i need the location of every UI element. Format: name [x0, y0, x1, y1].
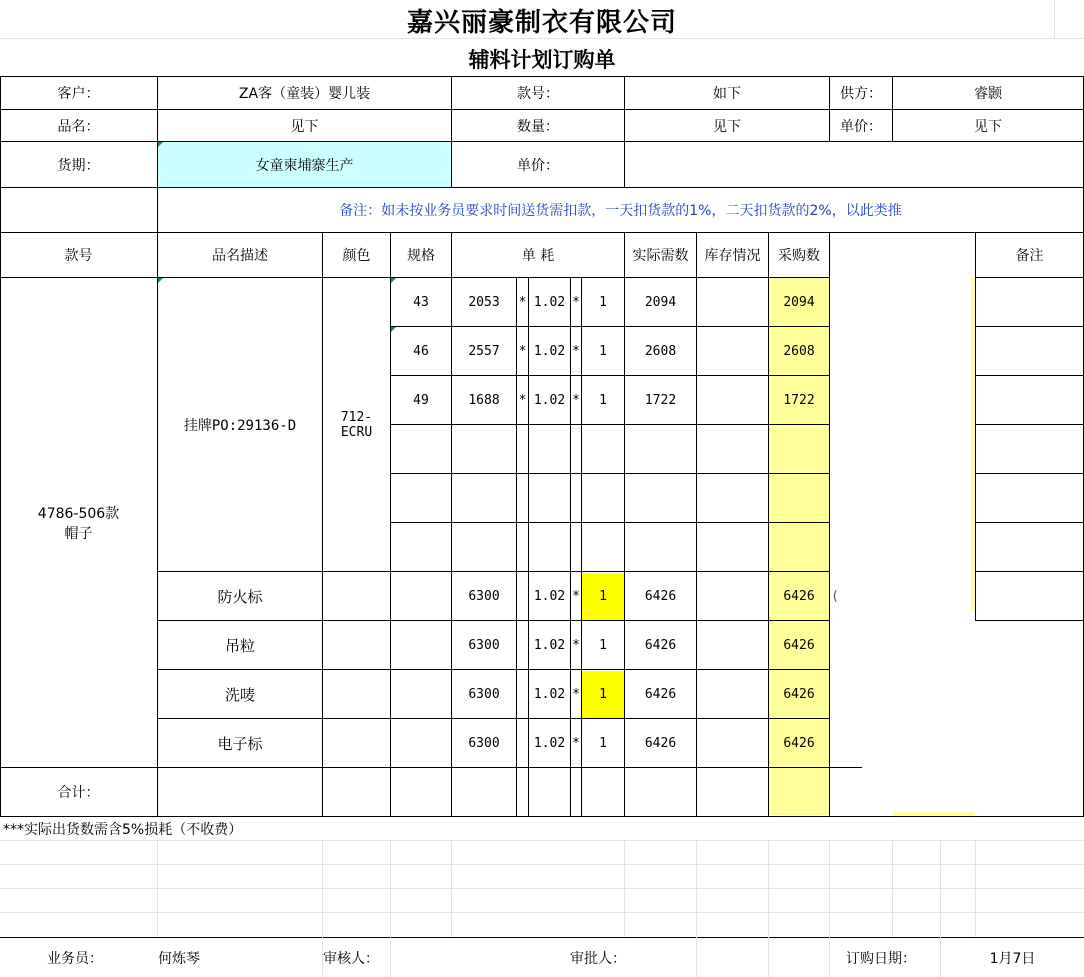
factor-cell[interactable]: 1.02 [533, 686, 566, 702]
overflow-glyph: ( [831, 588, 839, 604]
header-description: 品名描述 [212, 248, 268, 264]
actual-need-cell[interactable]: 6426 [644, 735, 677, 751]
operator-times: * [518, 343, 527, 359]
actual-need-cell[interactable]: 2094 [644, 294, 677, 310]
header-stock: 库存情况 [704, 248, 761, 264]
product-label: 品名： [57, 118, 100, 135]
header-consumption: 单 耗 [521, 248, 555, 264]
base-qty-cell[interactable]: 2053 [468, 294, 500, 310]
supplier-label: 供方： [840, 86, 882, 102]
spec-cell[interactable]: 46 [413, 343, 429, 359]
operator-times: * [518, 294, 527, 310]
operator-times: * [518, 392, 527, 408]
operator-times: * [572, 343, 580, 359]
purchase-qty-cell[interactable]: 1722 [783, 392, 815, 408]
price2-value[interactable] [625, 142, 1083, 187]
style-name-text: 帽子 [64, 525, 93, 542]
actual-need-cell[interactable]: 1722 [644, 392, 677, 408]
price2-label: 单价： [517, 157, 559, 174]
item-description[interactable]: 洗唛 [224, 685, 255, 704]
total-label: 合计： [57, 785, 100, 801]
base-qty-cell[interactable]: 6300 [468, 686, 500, 702]
color-line-2: ECRU [340, 424, 373, 440]
operator-times: * [572, 735, 580, 751]
item-description[interactable]: 电子标 [217, 734, 263, 753]
header-purchase: 采购数 [778, 248, 820, 264]
customer-label: 客户： [57, 86, 100, 102]
purchase-qty-cell[interactable]: 6426 [783, 637, 815, 653]
operator-times: * [572, 588, 580, 604]
header-actual-need: 实际需数 [632, 248, 689, 264]
base-qty-cell[interactable]: 6300 [468, 588, 500, 604]
order-date-value[interactable]: 1月7日 [989, 950, 1036, 967]
base-qty-cell[interactable]: 6300 [468, 735, 500, 751]
document-title: 辅料计划订购单 [468, 48, 616, 72]
operator-times: * [572, 686, 580, 702]
spec-cell[interactable]: 43 [413, 294, 429, 310]
price-label: 单价： [840, 118, 882, 135]
quantity-value[interactable]: 见下 [713, 118, 741, 135]
multiplier-cell[interactable]: 1 [599, 735, 607, 751]
operator-times: * [572, 294, 580, 310]
multiplier-cell[interactable]: 1 [599, 294, 607, 310]
base-qty-cell[interactable]: 6300 [468, 637, 500, 653]
supplier-value[interactable]: 睿颢 [974, 86, 1002, 102]
base-qty-cell[interactable]: 1688 [468, 392, 500, 408]
tag-description[interactable]: 挂牌PO:29136-D [183, 417, 297, 434]
factor-cell[interactable]: 1.02 [533, 735, 566, 751]
header-spec: 规格 [407, 248, 435, 264]
purchase-qty-cell[interactable]: 2608 [783, 343, 815, 359]
purchase-qty-cell[interactable]: 6426 [783, 588, 815, 604]
factor-cell[interactable]: 1.02 [533, 588, 566, 604]
factor-cell[interactable]: 1.02 [533, 343, 566, 359]
style-no-label: 款号： [517, 86, 559, 102]
base-qty-cell[interactable]: 2557 [468, 343, 500, 359]
factor-cell[interactable]: 1.02 [533, 294, 566, 310]
delivery-value[interactable]: 女童柬埔寨生产 [255, 157, 354, 174]
purchase-qty-cell[interactable]: 6426 [783, 686, 815, 702]
color-cell[interactable] [323, 278, 390, 571]
purchase-qty-cell[interactable]: 6426 [783, 735, 815, 751]
factor-cell[interactable]: 1.02 [533, 392, 566, 408]
operator-times: * [572, 637, 580, 653]
color-line-1: 712- [340, 409, 373, 425]
product-value[interactable]: 见下 [290, 118, 319, 135]
note-text: 备注：如未按业务员要求时间送货需扣款，一天扣货款的1%，二天扣货款的2%，以此类推 [339, 203, 902, 219]
spec-cell[interactable]: 49 [413, 392, 429, 408]
header-remark: 备注 [1015, 248, 1044, 264]
purchase-qty-cell[interactable]: 2094 [783, 294, 815, 310]
actual-need-cell[interactable]: 6426 [644, 637, 677, 653]
multiplier-cell[interactable]: 1 [599, 588, 607, 604]
price-value[interactable]: 见下 [974, 118, 1002, 135]
style-no-text: 4786-506款 [37, 505, 120, 522]
multiplier-cell[interactable]: 1 [599, 343, 607, 359]
factor-cell[interactable]: 1.02 [533, 637, 566, 653]
actual-need-cell[interactable]: 6426 [644, 686, 677, 702]
reviewer-label: 审核人： [323, 950, 379, 967]
order-date-label: 订购日期： [846, 950, 916, 967]
item-description[interactable]: 防火标 [217, 587, 263, 606]
customer-value[interactable]: ZA客（童装）婴儿装 [238, 86, 371, 102]
company-name: 嘉兴丽豪制衣有限公司 [406, 7, 677, 38]
operator-times: * [572, 392, 580, 408]
actual-need-cell[interactable]: 2608 [644, 343, 677, 359]
multiplier-cell[interactable]: 1 [599, 637, 607, 653]
style-no-value[interactable]: 如下 [713, 86, 741, 102]
header-style-no: 款号 [64, 248, 93, 264]
multiplier-cell[interactable]: 1 [599, 392, 607, 408]
salesperson-value[interactable]: 何炼琴 [158, 950, 200, 967]
approver-label: 审批人： [570, 950, 626, 967]
actual-need-cell[interactable]: 6426 [644, 588, 677, 604]
delivery-label: 货期： [57, 157, 100, 174]
header-color: 颜色 [342, 248, 371, 264]
salesperson-label: 业务员： [47, 950, 103, 967]
quantity-label: 数量： [517, 118, 559, 135]
footnote: ***实际出货数需含5%损耗（不收费） [3, 822, 243, 838]
multiplier-cell[interactable]: 1 [599, 686, 607, 702]
item-description[interactable]: 吊粒 [224, 636, 255, 655]
style-no-cell[interactable] [0, 278, 157, 767]
